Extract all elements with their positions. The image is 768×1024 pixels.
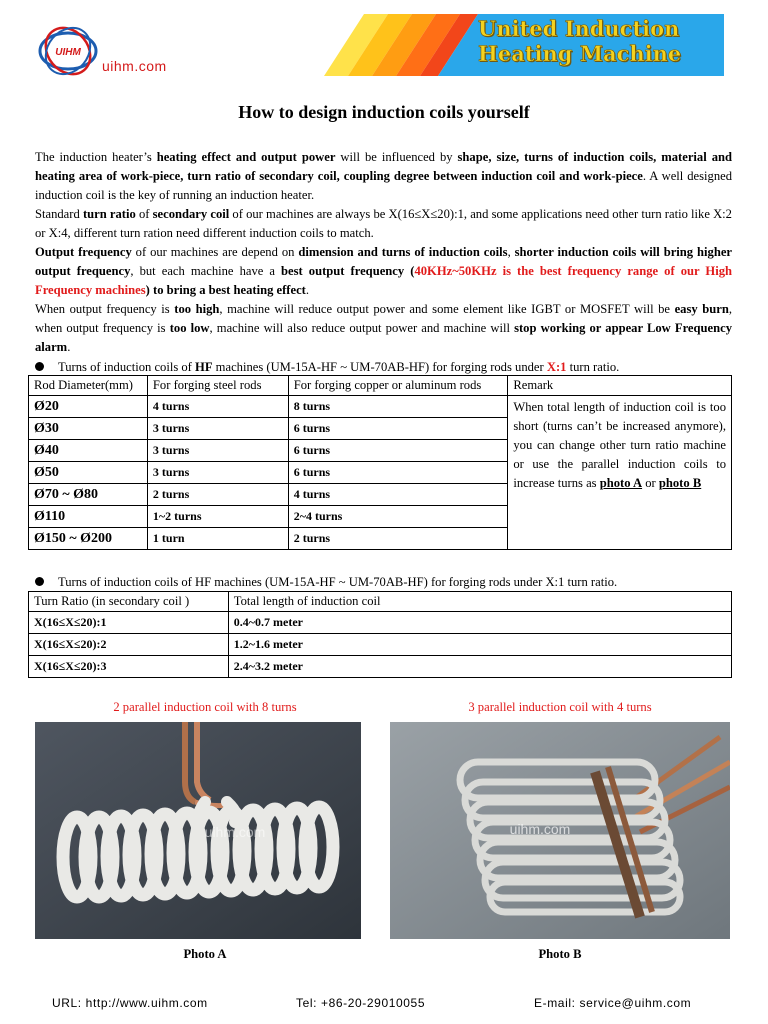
remark-cell (508, 396, 732, 550)
red-highlight: X:1 (546, 360, 567, 374)
bold-run: dimension and turns of induction coils (298, 245, 508, 259)
bold-run: shorter induction coils will bring higher output frequency (35, 245, 733, 278)
bullet-dot (35, 577, 44, 586)
table-cell: 8 turns (288, 396, 508, 418)
bold-run: ( (404, 264, 415, 278)
column-header: Turn Ratio (in secondary coil ) (29, 592, 229, 612)
table-cell: X(16≤X≤20):1 (29, 612, 229, 634)
table-cell: 6 turns (288, 440, 508, 462)
table-row (29, 396, 732, 418)
photo-b-label: Photo B (538, 947, 582, 961)
photo-a-label: Photo A (183, 947, 227, 961)
text-run: Turns of induction coils of HF machines (UM-15A-HF ~ UM-70AB-HF) for forging rods under X:1 turn ratio. (58, 575, 618, 589)
footer-phone: Tel: +86-20-29010055 (296, 996, 426, 1010)
bold-run: secondary coil (152, 207, 230, 221)
footer-url[interactable]: URL: http://www.uihm.com (52, 996, 208, 1010)
bold-run: best output frequency (281, 264, 405, 278)
text-run: When output frequency is (35, 302, 175, 316)
page-header (0, 0, 768, 90)
text-run: or (642, 476, 659, 490)
bullet-dot (35, 362, 44, 371)
banner-line-2: Heating Machine (478, 41, 682, 66)
table-header-row (29, 376, 732, 396)
table-row (29, 612, 732, 634)
bold-run: stop working or appear Low Frequency alarm (35, 321, 733, 354)
paragraph-heating-effect (35, 148, 732, 205)
table-cell: Ø150 ~ Ø200 (29, 528, 148, 550)
intro-text (35, 148, 732, 357)
table-cell: 1 turn (147, 528, 288, 550)
text-run: . (67, 340, 71, 354)
bold-run: easy burn (674, 302, 729, 316)
column-header: For forging copper or aluminum rods (288, 376, 508, 396)
bold-run: heating effect and output power (156, 150, 336, 164)
table-cell: 1~2 turns (147, 506, 288, 528)
table-row (29, 656, 732, 678)
table-header-row (29, 592, 732, 612)
text-run: , machine will reduce output power and some element like IGBT or MOSFET will be (219, 302, 675, 316)
table-cell: 2~4 turns (288, 506, 508, 528)
photo-b-image (390, 722, 730, 939)
text-run: , when output frequency is (35, 302, 732, 335)
bullet-coil-length (35, 574, 617, 590)
table-cell: 1.2~1.6 meter (228, 634, 731, 656)
table-cell: 2 turns (288, 528, 508, 550)
text-run: , (507, 245, 515, 259)
coil-length-table (28, 591, 732, 678)
text-run: of our machines are always be X(16≤X≤20):1, and some applications need other turn ratio like X:2 or X:4, different turn ration need different induction coils to match. (35, 207, 732, 240)
table-cell: 6 turns (288, 462, 508, 484)
table-cell: Ø110 (29, 506, 148, 528)
table-cell: Ø20 (29, 396, 148, 418)
table-cell: Ø40 (29, 440, 148, 462)
table-cell: 0.4~0.7 meter (228, 612, 731, 634)
table-cell: 3 turns (147, 462, 288, 484)
bold-run: too low (169, 321, 210, 335)
column-header: Total length of induction coil (228, 592, 731, 612)
text-run: , machine will also reduce output power and machine will (209, 321, 515, 335)
text-run: Standard (35, 207, 83, 221)
photo-a-watermark: uihm.com (204, 824, 266, 840)
table-cell: Ø70 ~ Ø80 (29, 484, 148, 506)
table-cell: X(16≤X≤20):2 (29, 634, 229, 656)
photo-b-watermark: uihm.com (509, 821, 571, 837)
table-cell: 4 turns (147, 396, 288, 418)
column-header: Rod Diameter(mm) (29, 376, 148, 396)
bold-run: Output frequency (35, 245, 132, 259)
banner-title (478, 16, 718, 66)
photo-a-link[interactable]: photo A (599, 476, 643, 490)
coil-turns-table (28, 375, 732, 550)
bold-run: HF (195, 360, 213, 374)
table-cell: Ø30 (29, 418, 148, 440)
text-run: . A well designed induction coil is the key of running an induction heater. (35, 169, 733, 202)
red-highlight: 40KHz~50KHz is the best frequency range of our High Frequency machines (35, 264, 733, 297)
text-run: turn ratio. (566, 360, 620, 374)
paragraph-frequency-warning (35, 300, 732, 357)
bold-run: too high (174, 302, 220, 316)
bullet-hf-turns (35, 359, 619, 375)
footer-email[interactable]: E-mail: service@uihm.com (534, 996, 692, 1010)
photo-a-image (35, 722, 361, 939)
photo-b-caption: 3 parallel induction coil with 4 turns (468, 700, 652, 714)
text-run: of (135, 207, 153, 221)
paragraph-turn-ratio (35, 205, 732, 243)
text-run: . (305, 283, 310, 297)
bold-run: to bring a best heating effect (153, 283, 306, 297)
text-run: will be influenced by (335, 150, 458, 164)
text-run: Turns of induction coils of (58, 360, 196, 374)
text-run: machines (UM-15A-HF ~ UM-70AB-HF) for forging rods under (212, 360, 547, 374)
table-cell: 3 turns (147, 440, 288, 462)
table-cell: 2.4~3.2 meter (228, 656, 731, 678)
text-run: The induction heater’s (35, 150, 157, 164)
logo-text: UIHM (55, 47, 81, 58)
site-name: uihm.com (102, 58, 167, 74)
uihm-logo (36, 24, 100, 78)
bold-run: turn ratio (82, 207, 136, 221)
table-cell: 2 turns (147, 484, 288, 506)
table-cell: Ø50 (29, 462, 148, 484)
column-header: For forging steel rods (147, 376, 288, 396)
photo-b-link[interactable]: photo B (658, 476, 702, 490)
column-header: Remark (508, 376, 732, 396)
photo-a-caption: 2 parallel induction coil with 8 turns (113, 700, 297, 714)
table-cell: 4 turns (288, 484, 508, 506)
paragraph-output-frequency (35, 243, 732, 300)
banner-line-1: United Induction (478, 16, 680, 41)
bold-run: shape, size, turns of induction coils, material and heating area of work-piece, turn ratio of secondary coil, coupling degree between induction coil and work-piece (35, 150, 732, 183)
table-cell: 6 turns (288, 418, 508, 440)
bold-run: ) (145, 283, 154, 297)
text-run: of our machines are depend on (131, 245, 299, 259)
remark-text: When total length of induction coil is too short (turns can’t be increased anymore), you can change other turn ratio machine or use the parallel induction coils to increase turns as (513, 400, 726, 490)
page-title: How to design induction coils yourself (238, 102, 530, 122)
text-run: , but each machine have a (130, 264, 282, 278)
table-row (29, 634, 732, 656)
table-cell: X(16≤X≤20):3 (29, 656, 229, 678)
table-cell: 3 turns (147, 418, 288, 440)
